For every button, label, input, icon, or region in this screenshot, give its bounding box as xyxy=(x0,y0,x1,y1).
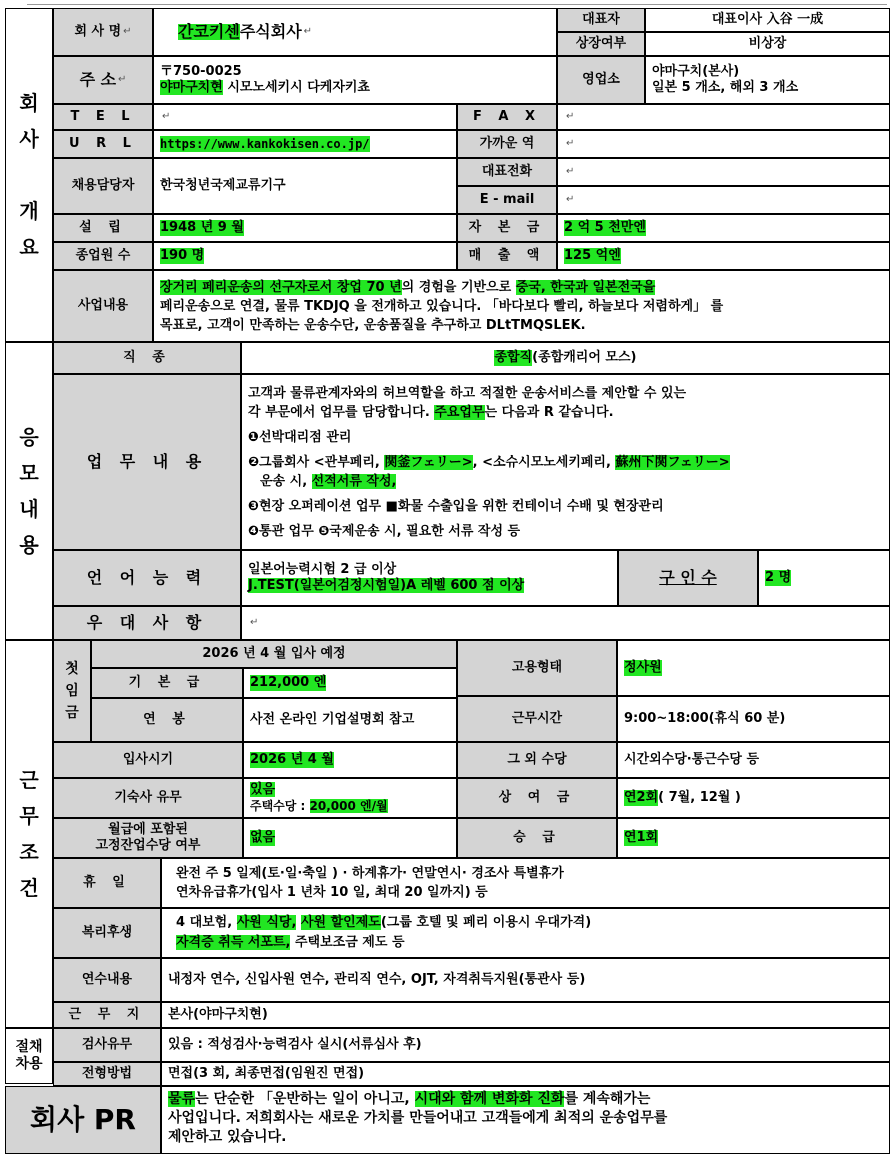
fixed-overtime-value: 없음 xyxy=(243,818,457,858)
other-allowance-label: 그 외 수당 xyxy=(457,742,617,778)
company-name-label: 회 사 명 ↵ xyxy=(53,8,153,56)
employees-label: 종업원 수 xyxy=(53,242,153,270)
sales-value: 125 억엔 xyxy=(557,242,890,270)
language-value: 일본어능력시험 2 급 이상 J.TEST(일본어검정시험일)A 레벨 600 점 이상 xyxy=(241,550,618,606)
method-label: 전형방법 xyxy=(53,1062,161,1086)
founded-label: 설 립 xyxy=(53,214,153,242)
postal-code: 〒750-0025 xyxy=(160,64,242,79)
preference-value: ↵ xyxy=(241,606,890,640)
fax-value: ↵ xyxy=(557,104,890,130)
listed-label: 상장여부 xyxy=(557,32,645,56)
openings-value: 2 명 xyxy=(758,550,890,606)
station-label: 가까운 역 xyxy=(457,130,557,158)
location-label: 근 무 지 xyxy=(53,1002,161,1028)
work-hours-value: 9:00~18:00(휴식 60 분) xyxy=(617,696,890,742)
job-label: 직 종 xyxy=(53,342,241,374)
test-value: 있음 : 적성검사·능력검사 실시(서류심사 후) xyxy=(161,1028,890,1062)
recruiter-label: 채용담당자 xyxy=(53,158,153,214)
salary-side-label: 첫 임 금 xyxy=(53,640,91,742)
tel-value: ↵ xyxy=(153,104,457,130)
holiday-value: 완전 주 5 일제(토·일·축일 ) · 하계휴가· 연말연시· 경조사 특별휴가 연차유급휴가(입사 1 년차 10 일, 최대 20 일까지) 등 xyxy=(161,858,890,908)
dorm-value: 있음 주택수당 : 20,000 엔/월 xyxy=(243,778,457,818)
test-label: 검사유무 xyxy=(53,1028,161,1062)
sales-label: 매 출 액 xyxy=(457,242,557,270)
employment-type-value: 정사원 xyxy=(617,640,890,696)
fax-label: F A X xyxy=(457,104,557,130)
base-salary-label: 기 본 급 xyxy=(91,668,243,698)
address-line: 야마구치현 시모노세키시 다케자키쵸 xyxy=(160,80,370,95)
training-value: 내정자 연수, 신입사원 연수, 관리직 연수, OJT, 자격취득지원(통관사 등) xyxy=(161,958,890,1002)
url-value[interactable]: https://www.kankokisen.co.jp/ xyxy=(153,130,457,158)
employment-type-label: 고용형태 xyxy=(457,640,617,696)
raise-label: 승 급 xyxy=(457,818,617,858)
top-border xyxy=(27,4,887,5)
raise-value: 연1회 xyxy=(617,818,890,858)
ceo-label: 대표자 xyxy=(557,8,645,32)
section-work-label: 근 무 조 건 xyxy=(5,640,53,1028)
address-value xyxy=(153,56,557,104)
station-value: ↵ xyxy=(557,130,890,158)
recruiter-value: 한국청년국제교류기구 xyxy=(153,158,457,214)
pr-label: 회사 PR xyxy=(5,1086,161,1154)
bonus-label: 상 여 금 xyxy=(457,778,617,818)
holiday-label: 휴 일 xyxy=(53,858,161,908)
fixed-overtime-label: 월급에 포함된 고정잔업수당 여부 xyxy=(53,818,243,858)
dorm-label: 기숙사 유무 xyxy=(53,778,243,818)
tel-label: T E L xyxy=(53,104,153,130)
training-label: 연수내용 xyxy=(53,958,161,1002)
welfare-value: 4 대보험, 사원 식당, 사원 할인제도(그룹 호텔 및 페리 이용시 우대가격) 자격증 취득 서포트, 주택보조금 제도 등 xyxy=(161,908,890,958)
employees-value: 190 명 xyxy=(153,242,457,270)
location-value: 본사(야마구치현) xyxy=(161,1002,890,1028)
rep-phone-label: 대표전화 xyxy=(457,158,557,186)
work-hours-label: 근무시간 xyxy=(457,696,617,742)
join-date-value: 2026 년 4 월 xyxy=(243,742,457,778)
email-label: E - mail xyxy=(457,186,557,214)
rep-phone-value: ↵ xyxy=(557,158,890,186)
business-value: 장거리 페리운송의 선구자로서 창업 70 년의 경험을 기반으로 중국, 한국과 일본전국을 페리운송으로 연결, 물류 TKDJQ 을 전개하고 있습니다. 「바다보다 빨리, 하늘보다 저렴하게」 를 목표로, 고객이 만족하는 운송수단, 운송품질을 추구하고 DLtTMQSLEK. xyxy=(153,270,890,342)
pr-value: 물류는 단순한 「운반하는 일이 아니고, 시대와 함께 변화화 진화를 계속해가는 사업입니다. 저희회사는 새로운 가치를 만들어내고 고객들에게 최적의 운송업무를 제안하고 있습니다. xyxy=(161,1086,890,1154)
annual-salary-label: 연 봉 xyxy=(91,698,243,742)
section-selection-label: 절채 차용 xyxy=(5,1028,53,1084)
welfare-label: 복리후생 xyxy=(53,908,161,958)
capital-value: 2 억 5 천만엔 xyxy=(557,214,890,242)
listed-value: 비상장 xyxy=(645,32,890,56)
address-label: 주 소 ↵ xyxy=(53,56,153,104)
company-name-value: 간코키센 주식회사 ↵ xyxy=(153,8,557,56)
housing-allowance: 주택수당 : xyxy=(250,799,310,813)
office-label: 영업소 xyxy=(557,56,645,104)
bonus-value: 연2회 ( 7월, 12월 ) xyxy=(617,778,890,818)
annual-salary-value: 사전 온라인 기업설명회 참고 xyxy=(243,698,457,742)
ceo-value: 대표이사 入谷 一成 xyxy=(645,8,890,32)
founded-value: 1948 년 9 월 xyxy=(153,214,457,242)
section-company-label: 회 사 개 요 xyxy=(5,8,53,342)
preference-label: 우 대 사 항 xyxy=(53,606,241,640)
base-salary-value: 212,000 엔 xyxy=(243,668,457,698)
openings-label: 구 인 수 xyxy=(618,550,758,606)
language-label: 언 어 능 력 xyxy=(53,550,241,606)
section-recruit-label: 응 모 내 용 xyxy=(5,342,53,640)
method-value: 면접(3 회, 최종면접(임원진 면접) xyxy=(161,1062,890,1086)
capital-label: 자 본 금 xyxy=(457,214,557,242)
business-label: 사업내용 xyxy=(53,270,153,342)
url-label: U R L xyxy=(53,130,153,158)
email-value: ↵ xyxy=(557,186,890,214)
office-value: 야마구치(본사) 일본 5 개소, 해외 3 개소 xyxy=(645,56,890,104)
duties-value: 고객과 물류관계자와의 허브역할을 하고 적절한 운송서비스를 제안할 수 있는 각 부문에서 업무를 담당합니다. 주요업무는 다음과 R 같습니다. ❶선박대리점 관리 ❷그룹회사 <관부페리, 関釜フェリー>, <소슈시모노세키페리, 蘇州下関フェリー> 운송 시, 선적서류 작성, ❸현장 오퍼레이션 업무 ■화물 수출입을 위한 컨테이너 수배 및 현장관리 ❹통관 업무 ❺국제운송 시, 필요한 서류 작성 등 xyxy=(241,374,890,550)
salary-header: 2026 년 4 월 입사 예정 xyxy=(91,640,457,668)
job-value: 종합직 (종합캐리어 모스) xyxy=(241,342,890,374)
duties-label: 업 무 내 용 xyxy=(53,374,241,550)
join-date-label: 입사시기 xyxy=(53,742,243,778)
other-allowance-value: 시간외수당·통근수당 등 xyxy=(617,742,890,778)
